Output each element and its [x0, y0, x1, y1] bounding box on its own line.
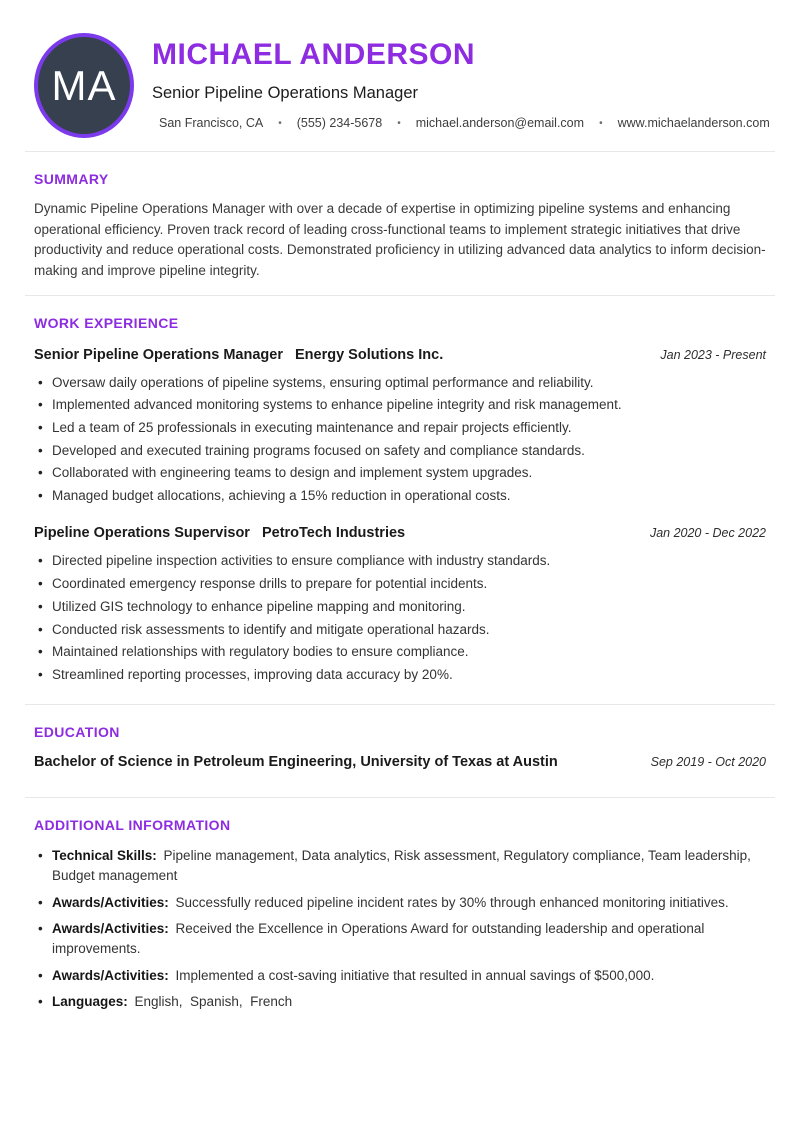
avatar	[34, 33, 134, 138]
summary-section	[34, 171, 766, 282]
job-bullet: • Directed pipeline inspection activities to ensure compliance with industry standards.	[34, 552, 766, 570]
additional-item-text: Implemented a cost-saving initiative that resulted in annual savings of $500,000.	[171, 967, 655, 983]
job-bullet: • Coordinated emergency response drills to prepare for potential incidents.	[34, 575, 766, 593]
job-dates: Jan 2023 - Present	[660, 347, 766, 362]
bullet-separator: •	[599, 117, 603, 129]
contact-phone: (555) 234-5678	[296, 116, 383, 130]
job-bullet: • Managed budget allocations, achieving a 15% reduction in operational costs.	[34, 487, 766, 505]
job-bullet: • Maintained relationships with regulatory bodies to ensure compliance.	[34, 643, 766, 661]
job-bullet: • Utilized GIS technology to enhance pipeline mapping and monitoring.	[34, 598, 766, 616]
education-heading: EDUCATION	[34, 724, 120, 741]
job-dates: Jan 2020 - Dec 2022	[649, 526, 766, 541]
education-section	[34, 724, 766, 770]
additional-items-list	[34, 846, 766, 1012]
contact-email: michael.anderson@email.com	[415, 116, 585, 130]
job-company: PetroTech Industries	[261, 525, 406, 542]
work-experience-section	[34, 315, 766, 685]
additional-item-label: Awards/Activities:	[52, 967, 169, 983]
section-divider	[25, 704, 775, 705]
job-company: Energy Solutions Inc.	[294, 346, 444, 363]
job-title-row	[34, 525, 405, 541]
job-entry-header	[34, 347, 766, 363]
bullet-separator: •	[278, 117, 282, 129]
work-experience-heading: WORK EXPERIENCE	[34, 314, 179, 331]
job-bullet: • Led a team of 25 professionals in executing maintenance and repair projects efficiently.	[34, 419, 766, 437]
additional-info-section	[34, 817, 766, 1012]
additional-item	[34, 846, 766, 885]
job-position: Pipeline Operations Supervisor	[34, 525, 250, 542]
additional-item-label: Languages:	[52, 994, 128, 1010]
degree-title: Bachelor of Science in Petroleum Engineering, University of Texas at Austin	[34, 754, 558, 771]
job-entry	[34, 525, 766, 684]
avatar-initials: MA	[51, 61, 117, 109]
job-title-row	[34, 347, 443, 363]
job-position: Senior Pipeline Operations Manager	[34, 346, 283, 363]
section-divider	[25, 151, 775, 152]
job-bullet: • Implemented advanced monitoring systems to enhance pipeline integrity and risk management.	[34, 396, 766, 414]
contact-location: San Francisco, CA	[159, 116, 264, 130]
job-bullet: • Streamlined reporting processes, improving data accuracy by 20%.	[34, 666, 766, 684]
job-entry-header	[34, 525, 766, 541]
additional-item-label: Technical Skills:	[52, 848, 157, 864]
professional-title: Senior Pipeline Operations Manager	[152, 84, 418, 102]
job-bullet: • Developed and executed training programs focused on safety and compliance standards.	[34, 442, 766, 460]
education-entry	[34, 754, 766, 770]
job-bullet: • Oversaw daily operations of pipeline systems, ensuring optimal performance and reliability.	[34, 374, 766, 392]
job-bullets-list	[34, 552, 766, 684]
additional-item-text: Received the Excellence in Operations Award for outstanding leadership and operational improvements.	[52, 921, 709, 956]
additional-info-heading: ADDITIONAL INFORMATION	[34, 817, 231, 834]
job-bullet: • Conducted risk assessments to identify and mitigate operational hazards.	[34, 621, 766, 639]
additional-item-text: Pipeline management, Data analytics, Risk assessment, Regulatory compliance, Team leadership, Budget management	[52, 848, 755, 883]
additional-item	[34, 992, 766, 1012]
education-dates: Sep 2019 - Oct 2020	[650, 755, 766, 770]
summary-text: Dynamic Pipeline Operations Manager with over a decade of expertise in optimizing pipeline systems and enhancing operational efficiency. Proven track record of leading cross-functional teams to implement strategic initiatives that drive productivity and reduce operational costs. Demonstrated proficiency in utilizing advanced data analytics to inform decision-making and improve pipeline integrity.	[34, 201, 766, 278]
additional-item-text: Successfully reduced pipeline incident rates by 30% through enhanced monitoring initiatives.	[171, 894, 729, 910]
section-divider	[25, 797, 775, 798]
header-text	[152, 33, 770, 130]
additional-item	[34, 893, 766, 913]
job-entry	[34, 347, 766, 506]
contact-row	[152, 116, 770, 130]
additional-item	[34, 919, 766, 958]
additional-item	[34, 966, 766, 986]
summary-heading: SUMMARY	[34, 171, 109, 187]
contact-website: www.michaelanderson.com	[617, 116, 770, 130]
job-bullet: • Collaborated with engineering teams to design and implement system upgrades.	[34, 464, 766, 482]
jobs-list	[34, 347, 766, 685]
page-title: MICHAEL ANDERSON	[152, 38, 476, 71]
resume-header	[34, 33, 770, 138]
section-divider	[25, 295, 775, 296]
bullet-separator: •	[397, 117, 401, 129]
additional-item-label: Awards/Activities:	[52, 894, 169, 910]
additional-item-label: Awards/Activities:	[52, 921, 169, 937]
job-bullets-list	[34, 374, 766, 506]
additional-item-text: English, Spanish, French	[130, 994, 293, 1010]
